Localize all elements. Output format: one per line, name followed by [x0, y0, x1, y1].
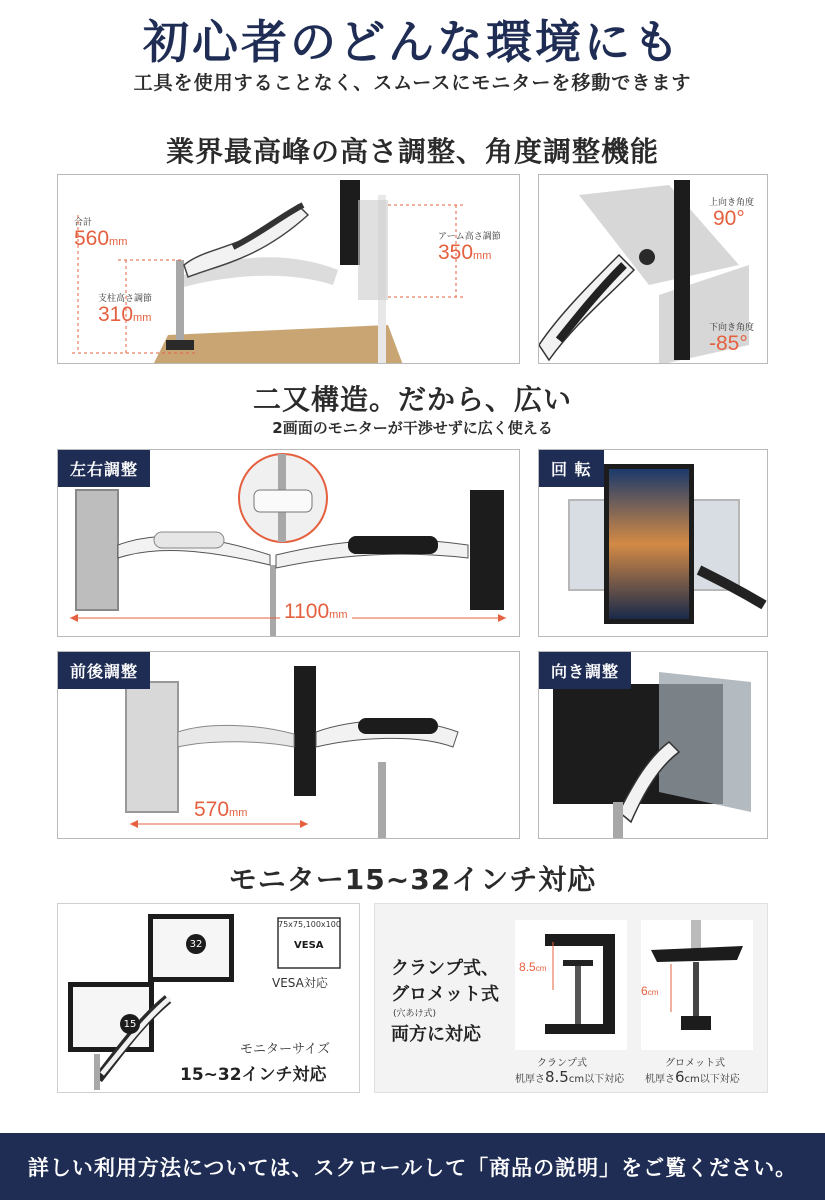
badge-15: 15	[120, 1014, 140, 1034]
clamp-image	[515, 920, 627, 1050]
clamp-caption: クランプ式	[537, 1058, 587, 1069]
mount-line1: クランプ式、	[391, 958, 499, 979]
grommet-desk-thickness: 机厚さ6cm以下対応	[645, 1068, 740, 1086]
grommet-image	[641, 920, 753, 1050]
lr-adjust-tag: 左右調整	[58, 450, 150, 487]
vesa-caption: VESA対応	[272, 976, 328, 990]
pole-height-value: 310mm	[98, 303, 152, 326]
fb-range-value: 570mm	[190, 798, 251, 822]
lr-range-value: 1100mm	[280, 600, 352, 624]
height-adjust-illustration	[58, 175, 520, 364]
section1-title: 業界最高峰の高さ調整、角度調整機能	[165, 135, 659, 168]
down-angle-label: 下向き角度	[709, 323, 755, 333]
arm-height-label: アーム高さ調節	[438, 232, 501, 242]
vesa-sizes: 75x75,100x100	[278, 920, 341, 929]
up-angle-label: 上向き角度	[709, 198, 755, 208]
up-angle-value: 90°	[713, 207, 745, 230]
monitor-size-value: 15~32インチ対応	[180, 1065, 327, 1085]
direction-tag: 向き調整	[539, 652, 631, 689]
section2-title: 二又構造。だから、広い	[252, 383, 572, 416]
fb-adjust-tag: 前後調整	[58, 652, 150, 689]
footer-banner: 詳しい利用方法については、スクロールして「商品の説明」をご覧ください。	[0, 1133, 825, 1200]
monitor-size-label: モニターサイズ	[240, 1042, 330, 1057]
mount-line3: 両方に対応	[391, 1024, 481, 1045]
angle-adjust-panel	[538, 174, 768, 364]
section3-title: モニター15~32インチ対応	[228, 863, 597, 896]
mount-line2: グロメット式	[391, 984, 499, 1005]
grommet-dimension: 6cm	[641, 984, 659, 998]
clamp-dimension: 8.5cm	[519, 960, 547, 974]
height-adjust-panel	[57, 174, 520, 364]
down-angle-value: -85°	[709, 332, 748, 355]
rotate-panel	[538, 449, 768, 637]
fb-adjust-panel	[57, 651, 520, 839]
clamp-desk-thickness: 机厚さ8.5cm以下対応	[515, 1068, 625, 1086]
vesa-logo: VESA	[294, 940, 324, 951]
lr-adjust-panel	[57, 449, 520, 637]
badge-32: 32	[186, 934, 206, 954]
rotate-tag: 回 転	[539, 450, 604, 487]
grommet-caption: グロメット式	[665, 1058, 725, 1069]
page-subtitle: 工具を使用することなく、スムースにモニターを移動できます	[133, 72, 692, 94]
section2-subtitle: 2画面のモニターが干渉せずに広く使える	[272, 419, 553, 437]
arm-height-value: 350mm	[438, 241, 492, 264]
monitor-size-panel	[57, 903, 360, 1093]
mount-type-panel	[374, 903, 768, 1093]
total-height-label: 合計	[74, 218, 93, 228]
pole-height-label: 支柱高さ調節	[98, 294, 153, 304]
clamp-illustration	[515, 920, 627, 1050]
direction-panel	[538, 651, 768, 839]
page-title: 初心者のどんな環境にも	[143, 15, 682, 69]
mount-note: (穴あけ式)	[393, 1009, 437, 1019]
total-height-value: 560mm	[74, 227, 128, 250]
